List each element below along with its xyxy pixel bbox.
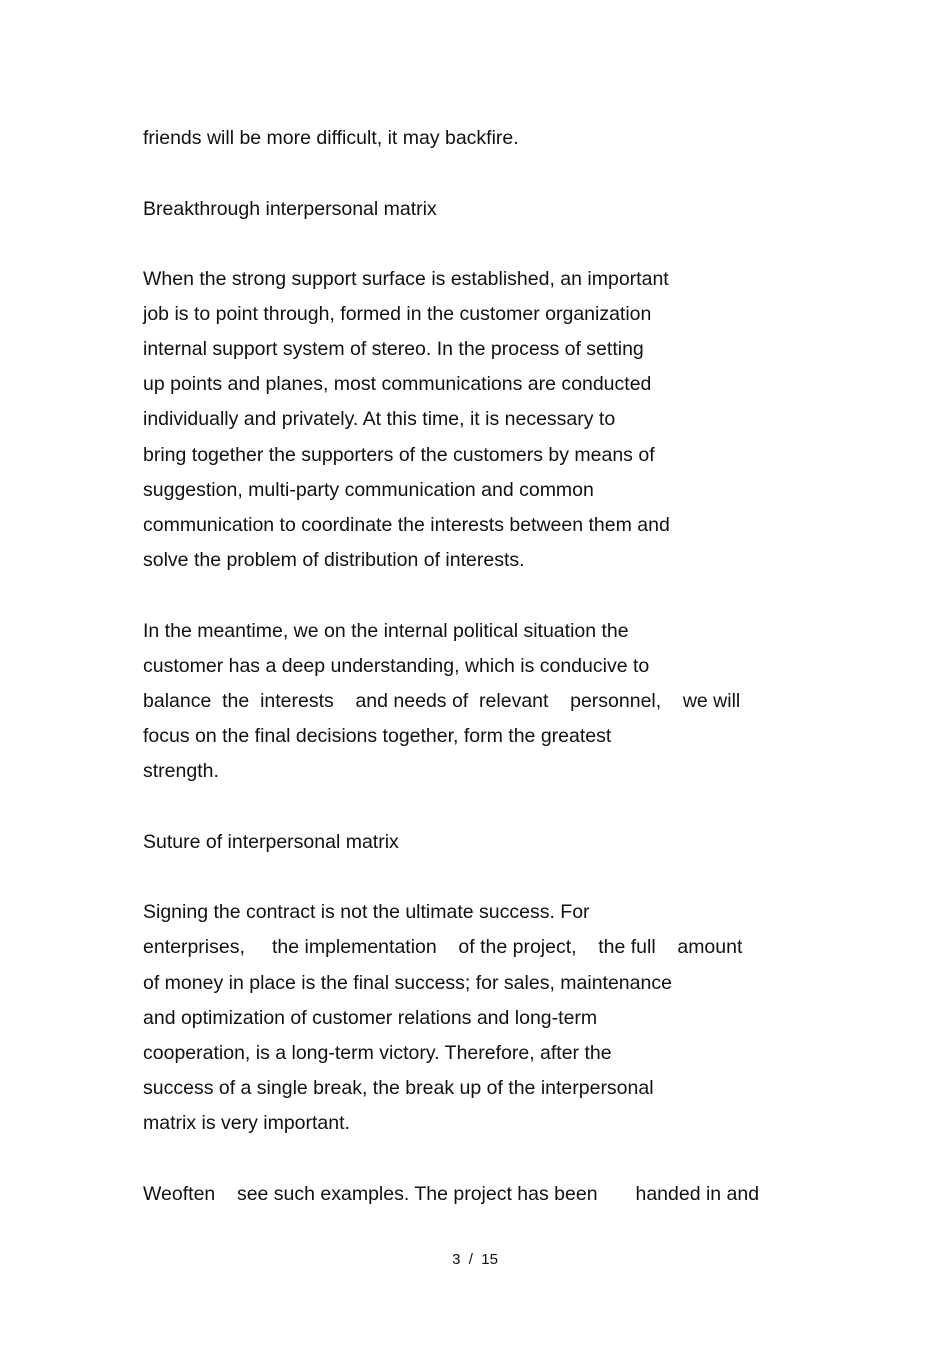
text-line: When the strong support surface is established, an important <box>143 268 669 290</box>
text-line: communication to coordinate the interests between them and <box>143 514 670 536</box>
text-line: cooperation, is a long-term victory. Therefore, after the <box>143 1042 612 1064</box>
text-line: success of a single break, the break up of the interpersonal <box>143 1077 654 1099</box>
text-line: Signing the contract is not the ultimate success. For <box>143 901 590 923</box>
text-line: suggestion, multi-party communication and common <box>143 479 594 501</box>
text-line: individually and privately. At this time, it is necessary to <box>143 408 616 430</box>
text-line: enterprises, the implementation of the project, the full amount <box>143 936 743 958</box>
text-line: friends will be more difficult, it may backfire. <box>143 127 519 149</box>
text-line: and optimization of customer relations and long-term <box>143 1007 598 1029</box>
page-number: 3 / 15 <box>452 1251 498 1268</box>
text-line: job is to point through, formed in the customer organization <box>143 303 652 325</box>
text-line: strength. <box>143 760 219 782</box>
text-line: internal support system of stereo. In the process of setting <box>143 338 644 360</box>
text-line: up points and planes, most communications are conducted <box>143 373 652 395</box>
text-line: matrix is very important. <box>143 1112 350 1134</box>
text-line: bring together the supporters of the customers by means of <box>143 444 655 466</box>
text-line: focus on the final decisions together, form the greatest <box>143 725 612 747</box>
text-line: balance the interests and needs of relevant personnel, we will <box>143 690 741 712</box>
section-heading: Suture of interpersonal matrix <box>143 831 399 853</box>
text-line: of money in place is the final success; for sales, maintenance <box>143 972 672 994</box>
text-line: In the meantime, we on the internal political situation the <box>143 620 629 642</box>
text-line: solve the problem of distribution of interests. <box>143 549 525 571</box>
text-line: Weoften see such examples. The project has been handed in and <box>143 1183 760 1205</box>
text-line: customer has a deep understanding, which is conducive to <box>143 655 650 677</box>
section-heading: Breakthrough interpersonal matrix <box>143 198 437 220</box>
